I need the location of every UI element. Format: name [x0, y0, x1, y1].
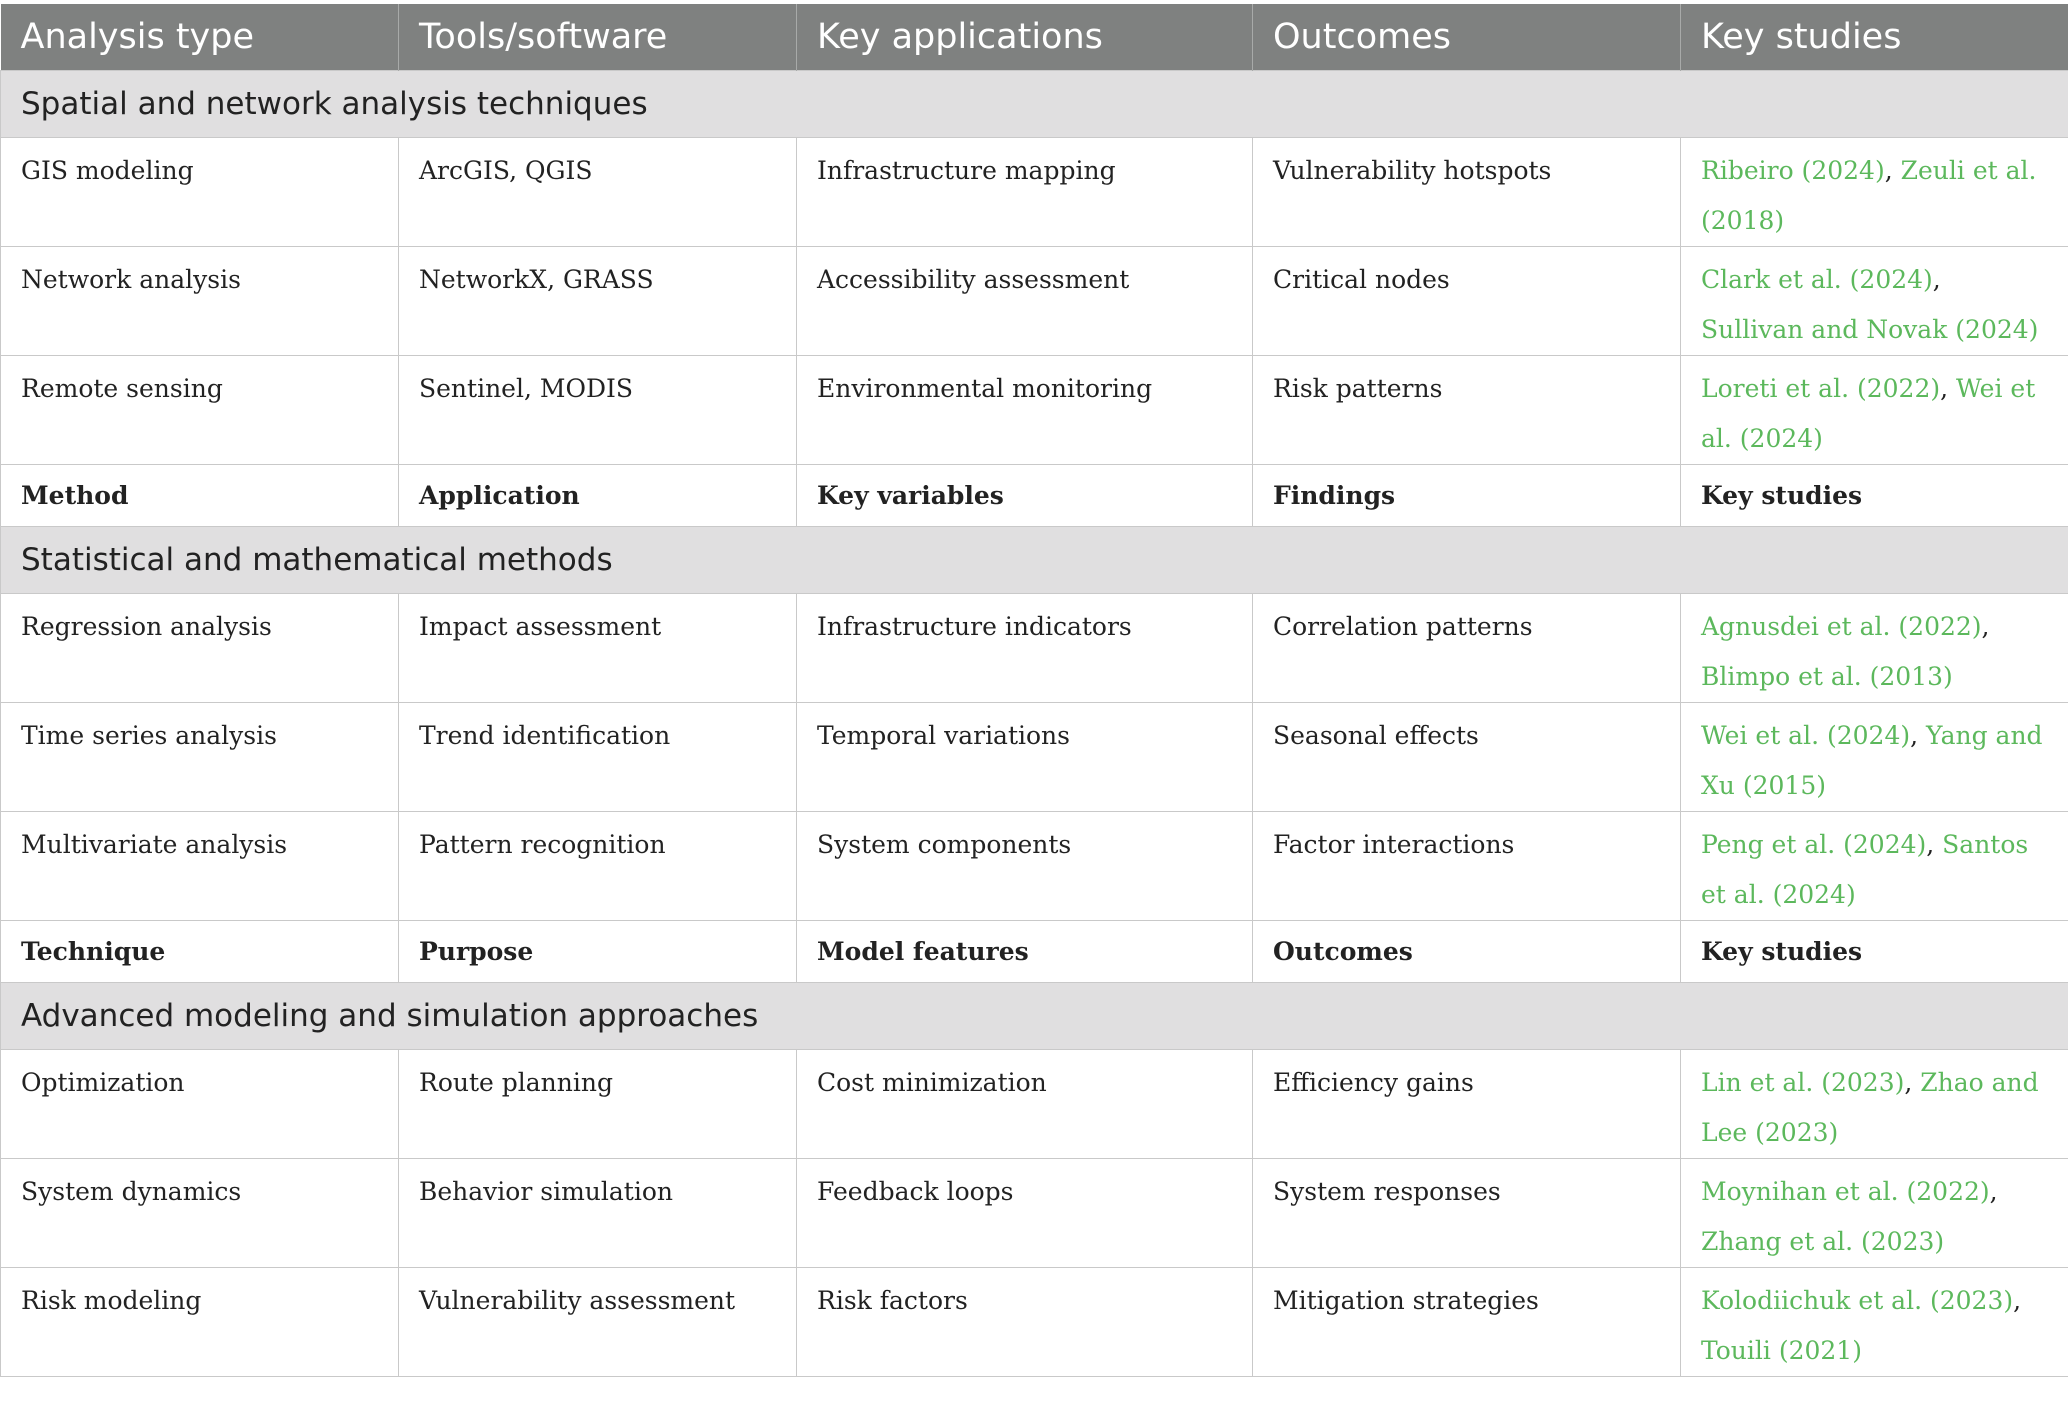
subheader-cell — [1253, 465, 1681, 527]
cell-text: GIS modeling — [21, 156, 194, 185]
subheader-text: Key studies — [1701, 937, 1863, 966]
section-title: Spatial and network analysis techniques — [1, 71, 2068, 138]
cell-text: Cost minimization — [817, 1068, 1047, 1097]
subheader-cell — [399, 921, 797, 983]
table-cell — [399, 247, 797, 356]
subheader-cell — [1681, 921, 2068, 983]
table-cell — [1253, 138, 1681, 247]
table-cell — [1253, 594, 1681, 703]
table-cell — [797, 1268, 1253, 1377]
citation-link[interactable]: Clark et al. (2024) — [1701, 265, 1933, 294]
table-cell — [797, 594, 1253, 703]
table-cell — [1, 138, 399, 247]
cell-text: Environmental monitoring — [817, 374, 1153, 403]
cell-text: Feedback loops — [817, 1177, 1014, 1206]
subheader-text: Application — [419, 481, 580, 510]
cell-text: Factor interactions — [1273, 830, 1515, 859]
cell-text: Risk patterns — [1273, 374, 1443, 403]
studies-text — [1701, 364, 2048, 464]
subheader-text: Key studies — [1701, 481, 1863, 510]
subheader-text: Outcomes — [1273, 937, 1413, 966]
cell-text: Accessibility assessment — [817, 265, 1130, 294]
header-key-studies: Key studies — [1681, 4, 2068, 71]
cell-text: System responses — [1273, 1177, 1501, 1206]
cell-text: Mitigation strategies — [1273, 1286, 1539, 1315]
subheader-text: Key variables — [817, 481, 1004, 510]
table-cell — [797, 247, 1253, 356]
studies-text — [1701, 1276, 2048, 1376]
subheader-cell — [1, 465, 399, 527]
cell-text: Trend identification — [419, 721, 671, 750]
cell-text: Pattern recognition — [419, 830, 666, 859]
citation-link[interactable]: Yang and Xu (2015) — [1701, 721, 2043, 800]
header-tools-software: Tools/software — [399, 4, 797, 71]
citation-link[interactable]: Touili (2021) — [1701, 1336, 1862, 1365]
section-row — [1, 71, 2068, 138]
studies-cell — [1681, 1268, 2068, 1377]
cell-text: System components — [817, 830, 1072, 859]
table-cell — [797, 138, 1253, 247]
section-title: Advanced modeling and simulation approaches — [1, 983, 2068, 1050]
table-row — [1, 1268, 2068, 1377]
studies-text — [1701, 820, 2048, 920]
table-cell — [399, 812, 797, 921]
table-cell — [1, 1268, 399, 1377]
cell-text: System dynamics — [21, 1177, 242, 1206]
table-cell — [797, 1050, 1253, 1159]
cell-text: Risk factors — [817, 1286, 968, 1315]
cell-text: Infrastructure indicators — [817, 612, 1132, 641]
table-row — [1, 812, 2068, 921]
subheader-cell — [1253, 921, 1681, 983]
table-cell — [1, 247, 399, 356]
table-row — [1, 356, 2068, 465]
citation-link[interactable]: Moynihan et al. (2022) — [1701, 1177, 1990, 1206]
citation-separator: , — [1989, 1177, 1998, 1206]
table-cell — [1, 356, 399, 465]
subheader-text: Technique — [21, 937, 166, 966]
studies-cell — [1681, 1050, 2068, 1159]
citation-link[interactable]: Wei et al. (2024) — [1701, 374, 2036, 453]
table-cell — [1, 703, 399, 812]
citation-link[interactable]: Loreti et al. (2022) — [1701, 374, 1941, 403]
subheader-row — [1, 465, 2068, 527]
citation-link[interactable]: Zhang et al. (2023) — [1701, 1227, 1945, 1256]
methods-table — [0, 4, 2068, 1377]
studies-text — [1701, 1167, 2048, 1267]
table-cell — [1, 594, 399, 703]
studies-cell — [1681, 812, 2068, 921]
subheader-text: Model features — [817, 937, 1029, 966]
table-row — [1, 594, 2068, 703]
cell-text: Impact assessment — [419, 612, 662, 641]
citation-link[interactable]: Santos et al. (2024) — [1701, 830, 2029, 909]
table-body — [1, 71, 2068, 1377]
table-cell — [1253, 1159, 1681, 1268]
cell-text: Sentinel, MODIS — [419, 374, 633, 403]
studies-text — [1701, 255, 2048, 355]
citation-link[interactable]: Sullivan and Novak (2024) — [1701, 315, 2039, 344]
subheader-text: Method — [21, 481, 129, 510]
subheader-text: Findings — [1273, 481, 1396, 510]
table-cell — [1253, 356, 1681, 465]
cell-text: Critical nodes — [1273, 265, 1450, 294]
table-row — [1, 1050, 2068, 1159]
table-row — [1, 138, 2068, 247]
table-cell — [1, 1050, 399, 1159]
studies-text — [1701, 146, 2048, 246]
citation-link[interactable]: Ribeiro (2024) — [1701, 156, 1885, 185]
citation-link[interactable]: Wei et al. (2024) — [1701, 721, 1911, 750]
table-cell — [399, 1159, 797, 1268]
studies-text — [1701, 602, 2048, 702]
table-cell — [399, 703, 797, 812]
table-cell — [797, 703, 1253, 812]
citation-separator: , — [1904, 1068, 1921, 1097]
table-cell — [1253, 1268, 1681, 1377]
citation-link[interactable]: Peng et al. (2024) — [1701, 830, 1927, 859]
cell-text: Behavior simulation — [419, 1177, 673, 1206]
citation-link[interactable]: Blimpo et al. (2013) — [1701, 662, 1953, 691]
citation-separator: , — [2013, 1286, 2022, 1315]
table-row — [1, 703, 2068, 812]
table-cell — [797, 812, 1253, 921]
citation-separator: , — [1910, 721, 1927, 750]
table-cell — [399, 594, 797, 703]
table-cell — [399, 138, 797, 247]
studies-text — [1701, 711, 2048, 811]
header-outcomes: Outcomes — [1253, 4, 1681, 71]
subheader-cell — [1, 921, 399, 983]
table-cell — [399, 1268, 797, 1377]
cell-text: Seasonal effects — [1273, 721, 1479, 750]
cell-text: Time series analysis — [21, 721, 277, 750]
citation-separator: , — [1940, 374, 1957, 403]
table-cell — [399, 1050, 797, 1159]
table-cell — [1253, 247, 1681, 356]
studies-cell — [1681, 247, 2068, 356]
section-row — [1, 527, 2068, 594]
cell-text: Remote sensing — [21, 374, 223, 403]
studies-text — [1701, 1058, 2048, 1158]
cell-text: Vulnerability assessment — [419, 1286, 736, 1315]
citation-separator: , — [1932, 265, 1941, 294]
cell-text: Route planning — [419, 1068, 613, 1097]
cell-text: Efficiency gains — [1273, 1068, 1474, 1097]
citation-link[interactable]: Zhao and Lee (2023) — [1701, 1068, 2039, 1147]
citation-link[interactable]: Agnusdei et al. (2022) — [1701, 612, 1982, 641]
cell-text: Network analysis — [21, 265, 241, 294]
studies-cell — [1681, 1159, 2068, 1268]
cell-text: ArcGIS, QGIS — [419, 156, 593, 185]
table-cell — [797, 1159, 1253, 1268]
studies-cell — [1681, 594, 2068, 703]
cell-text: Temporal variations — [817, 721, 1070, 750]
table-cell — [1253, 812, 1681, 921]
studies-cell — [1681, 703, 2068, 812]
citation-separator: , — [1926, 830, 1943, 859]
subheader-row — [1, 921, 2068, 983]
cell-text: Risk modeling — [21, 1286, 202, 1315]
cell-text: Infrastructure mapping — [817, 156, 1116, 185]
cell-text: Optimization — [21, 1068, 185, 1097]
cell-text: Regression analysis — [21, 612, 272, 641]
studies-cell — [1681, 356, 2068, 465]
header-row — [1, 4, 2068, 71]
table-cell — [1253, 703, 1681, 812]
table-cell — [797, 356, 1253, 465]
section-title: Statistical and mathematical methods — [1, 527, 2068, 594]
cell-text: Multivariate analysis — [21, 830, 288, 859]
citation-link[interactable]: Zeuli et al. (2018) — [1701, 156, 2037, 235]
subheader-cell — [1681, 465, 2068, 527]
header-analysis-type: Analysis type — [1, 4, 399, 71]
table-cell — [399, 356, 797, 465]
table-cell — [1253, 1050, 1681, 1159]
citation-link[interactable]: Lin et al. (2023) — [1701, 1068, 1905, 1097]
subheader-cell — [797, 465, 1253, 527]
header-key-applications: Key applications — [797, 4, 1253, 71]
citation-link[interactable]: Kolodiichuk et al. (2023) — [1701, 1286, 2014, 1315]
subheader-text: Purpose — [419, 937, 534, 966]
table-cell — [1, 1159, 399, 1268]
subheader-cell — [797, 921, 1253, 983]
table-container — [0, 4, 2068, 1377]
subheader-cell — [399, 465, 797, 527]
citation-separator: , — [1981, 612, 1990, 641]
studies-cell — [1681, 138, 2068, 247]
cell-text: NetworkX, GRASS — [419, 265, 654, 294]
cell-text: Vulnerability hotspots — [1273, 156, 1552, 185]
citation-separator: , — [1884, 156, 1901, 185]
cell-text: Correlation patterns — [1273, 612, 1533, 641]
table-row — [1, 247, 2068, 356]
table-cell — [1, 812, 399, 921]
section-row — [1, 983, 2068, 1050]
table-row — [1, 1159, 2068, 1268]
